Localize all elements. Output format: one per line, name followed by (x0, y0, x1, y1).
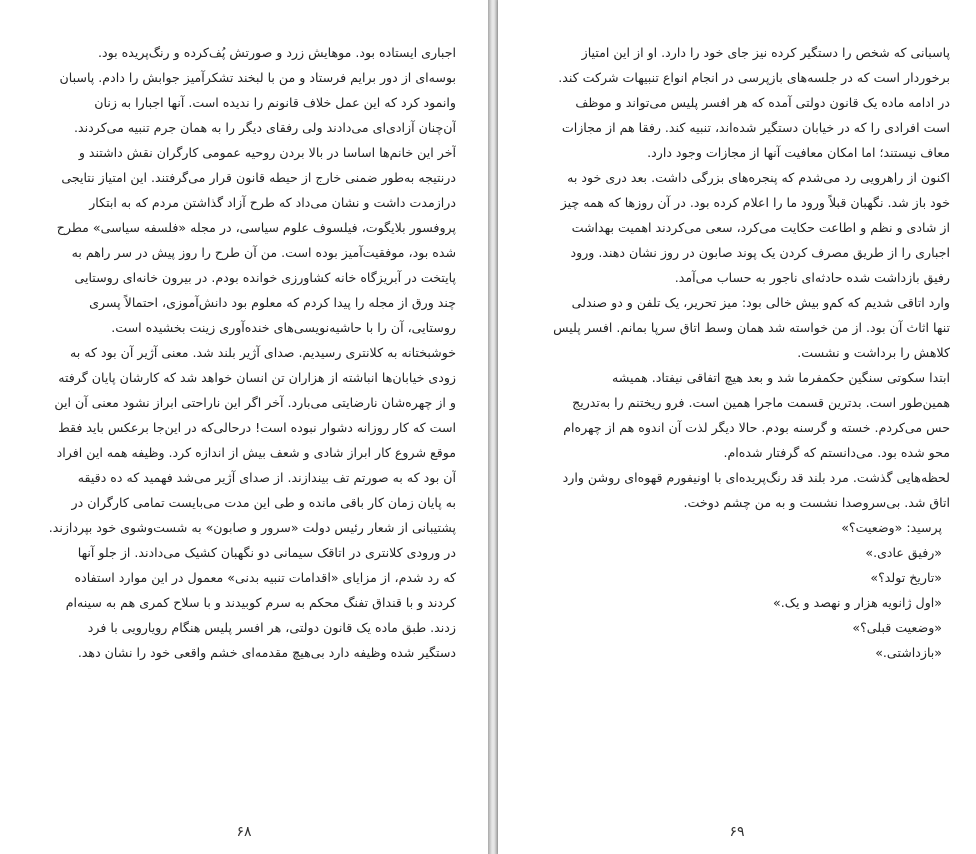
text-line: اکنون از راهرویی رد می‌شدم که پنجره‌های بزرگی داشت. بعد دری خود به (567, 170, 950, 185)
text-line: پایتخت در آبریزگاه خانه کشاورزی خوانده بودم. در بیرون خانه‌ای روستایی (74, 270, 456, 285)
text-line: دستگیر شده وظیفه دارد بی‌هیچ مقدمه‌ای خشم واقعی خود را نشان دهد. (77, 645, 456, 660)
text-line: خوشبختانه به کلانتری رسیدیم. صدای آژیر بلند شد. معنی آژیر آن بود که به (70, 345, 456, 360)
text-line: لحظه‌هایی گذشت. مرد بلند قد رنگ‌پریده‌ای با اونیفورم قهوه‌ای روشن وارد (562, 470, 950, 485)
text-line: پروفسور بلایگوت، فیلسوف علوم سیاسی، در مجله «فلسفه سیاسی» مطرح (56, 220, 456, 235)
book-gutter (488, 0, 498, 854)
text-line: چند ورق از مجله را پیدا کردم که معلوم بود دانش‌آموزی، احتمالاً پسری (89, 295, 456, 310)
text-line: تنها اثاث آن بود. از من خواسته شد همان وسط اتاق سرپا بمانم. افسر پلیس (553, 320, 950, 335)
dialogue-line: «وضعیت قبلی؟» (852, 620, 942, 635)
text-line: زدند. طبق ماده یک قانون دولتی، هر افسر پلیس هنگام رویارویی با فرد (87, 620, 456, 635)
text-line: است افرادی را که در خیابان دستگیر شده‌اند، تنبیه کند. رفقا هم از مجازات (561, 120, 950, 135)
text-line: معاف نیستند؛ اما امکان معافیت آنها از مجازات وجود دارد. (647, 145, 950, 160)
text-line: آخر این خانم‌ها اساسا در بالا بردن روحیه عمومی کارگران نقش داشتند و (78, 145, 456, 160)
dialogue-line: «اول ژانویه هزار و نهصد و یک.» (773, 595, 942, 610)
text-line: کلاهش را برداشت و نشست. (797, 345, 950, 360)
text-line: درازمدت داشت و نشان می‌داد که طرح آزاد گذاشتن مردم که به ابتکار (89, 195, 456, 210)
text-line: حس می‌کردم. خسته و گرسنه بودم. حالا دیگر لذت آن اندوه هم از چهره‌ام (563, 420, 950, 435)
text-line: از شادی و نظم و اطاعت حکایت می‌کرد، سعی می‌کردند اهمیت بهداشت (571, 220, 950, 235)
text-line: در ورودی کلانتری در اتاقک سیمانی دو نگهبان کشیک می‌دادند. از جلو آنها (77, 545, 456, 560)
text-line: است که کار روزانه دشوار نبوده است! درحالی‌که در این‌جا برعکس باید فقط (58, 420, 456, 435)
left-page-text (40, 40, 456, 665)
text-line: به پایان زمان کار باقی مانده و طی این مدت می‌بایست تمامی کارگران در (71, 495, 456, 510)
dialogue-block (538, 515, 950, 665)
right-page-body (538, 40, 950, 515)
text-line: اجباری را از طریق مصرف کردن یک پوند صابون در روز نشان دهند. ورود (570, 245, 950, 260)
text-line: بوسه‌ای از دور برایم فرستاد و من با لبخند تشکرآمیز جوابش را دادم. پاسبان (59, 70, 456, 85)
text-line: آن‌چنان آزادی‌ای می‌دادند ولی رفقای دیگر را به همان جرم تنبیه می‌کردند. (74, 120, 456, 135)
text-line: موقع شروع کار ابراز شادی و شعف بیش از اندازه کرد. وظیفه همه این افراد (56, 445, 456, 460)
text-line: همین‌طور است. بدترین قسمت ماجرا همین است. فرو ریختنم را به‌تدریج (572, 395, 950, 410)
text-line: وارد اتاقی شدیم که کم‌و بیش خالی بود: میز تحریر، یک تلفن و دو صندلی (571, 295, 950, 310)
text-line: خود باز شد. نگهبان قبلاً ورود ما را اعلام کرده بود. در آن روزها که همه چیز (560, 195, 950, 210)
text-line: شده بود، موفقیت‌آمیز بوده است. من آن طرح را روز پیش در سر راهم به (71, 245, 456, 260)
text-line: آن بود که به صورتم تف بیندازند. از صدای آژیر می‌شد فهمید که ده دقیقه (77, 470, 456, 485)
text-line: رفیق بازداشت شده حادثه‌ای ناجور به حساب می‌آمد. (674, 270, 950, 285)
text-line: محو شده بود. می‌دانستم که گرفتار شده‌ام. (723, 445, 950, 460)
text-line: اجباری ایستاده بود. موهایش زرد و صورتش پُف‌کرده و رنگ‌پریده بود. (97, 45, 456, 60)
dialogue-line: «تاریخ تولد؟» (870, 570, 942, 585)
text-line: زودی خیابان‌ها انباشته از هزاران تن انسان خواهد شد که کارشان پایان گرفته (58, 370, 456, 385)
text-line: ابتدا سکوتی سنگین حکمفرما شد و بعد هیچ اتفاقی نیفتاد. همیشه (612, 370, 950, 385)
text-line: اتاق شد. بی‌سروصدا نشست و به من چشم دوخت. (683, 495, 950, 510)
text-line: روستایی، آن را با حاشیه‌نویسی‌های خنده‌آوری زینت بخشیده است. (111, 320, 456, 335)
text-line: و از چهره‌شان نارضایتی می‌بارد. آخر اگر این ناراحتی ابراز نشود معنی آن این (54, 395, 456, 410)
text-line: کردند و با قنداق تفنگ محکم به سرم کوبیدند و با سلاح کمری هم به سینه‌ام (65, 595, 456, 610)
dialogue-line: «بازداشتی.» (875, 645, 942, 660)
right-page (498, 0, 976, 854)
text-line: وانمود کرد که این عمل خلاف قانونم را ندیده است. آنها اجبارا به زنان (94, 95, 456, 110)
text-line: برخوردار است که در جلسه‌های بازپرسی در انجام انواع تنبیهات شرکت کند. (558, 70, 950, 85)
text-line: درنتیجه به‌طور ضمنی خارج از حیطه قانون قرار می‌گرفتند. این امتیاز نتایجی (61, 170, 456, 185)
text-line: که رد شدم، از مزایای «اقدامات تنبیه بدنی» معمول در این موارد استفاده (74, 570, 456, 585)
text-line: پاسبانی که شخص را دستگیر کرده نیز جای خود را دارد. او از این امتیاز (581, 45, 950, 60)
text-line: پشتیبانی از شعار رئیس دولت «سرور و صابون» به شست‌وشوی خود بپردازند. (48, 520, 456, 535)
left-page-number: ۶۸ (236, 824, 252, 840)
text-line: در ادامه ماده یک قانون دولتی آمده که هر افسر پلیس می‌تواند و موظف (575, 95, 950, 110)
right-page-text (538, 40, 950, 665)
right-page-number: ۶۹ (729, 824, 745, 840)
dialogue-line: پرسید: «وضعیت؟» (841, 520, 942, 535)
dialogue-line: «رفیق عادی.» (865, 545, 942, 560)
